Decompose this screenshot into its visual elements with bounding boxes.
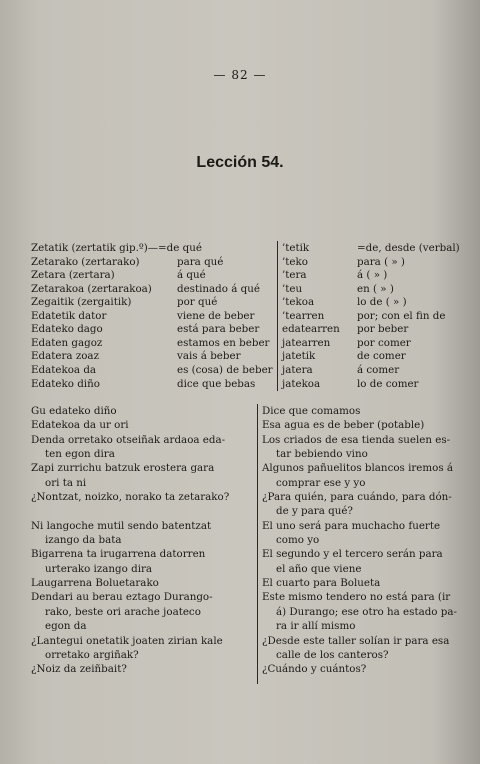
basque-term: Edatera zoaz [31,350,100,363]
suffix-meaning: por beber [357,323,409,336]
spanish-term: está para beber [177,323,260,336]
sentence-line: Denda orretako otseiñak ardaoa eda- [31,433,226,446]
sentence-line: calle de los canteros? [276,648,389,661]
sentence-line: urterako izango dira [45,562,153,575]
suffix-term: ’teu [282,282,303,295]
vocab-row [0,336,480,350]
sentence-line: Bigarrena ta irugarrena datorren [31,548,206,561]
sentence-line: El segundo y el tercero serán para [262,548,443,561]
basque-term: Zetara (zertara) [31,269,115,282]
vocab-row [0,363,480,377]
lesson-title: Lección 54. [196,154,284,171]
basque-term: Zetarakoa (zertarakoa) [31,282,152,295]
spanish-term: estamos en beber [177,336,270,349]
basque-term: Zetarako (zertarako) [31,255,140,268]
spanish-sentences [262,404,462,677]
vocab-row [0,268,480,282]
spanish-term: para qué [177,255,224,268]
vocab-row [0,255,480,269]
sentence-line: de y para qué? [276,505,353,518]
basque-sentences [31,404,253,677]
column-divider [277,241,278,391]
suffix-meaning: en ( » ) [357,282,394,295]
sentence-line: ¿Noiz da zeiñbait? [31,663,127,676]
spanish-term: vais á beber [177,350,241,363]
basque-term: Zetatik (zertatik gip.º)—=de qué [31,242,202,254]
spanish-term: destinado á qué [177,282,260,295]
sentence-line: Esa agua es de beber (potable) [262,419,425,432]
suffix-meaning: á comer [357,363,400,376]
suffix-term: ’tekoa [282,296,315,309]
sentence-line: Ni langoche mutil sendo batentzat [31,519,212,532]
sentence-line: rako, beste ori arache joateco [45,605,201,618]
suffix-term: ’tearren [282,309,325,322]
sentence-line: Zapi zurrichu batzuk erostera gara [31,462,215,475]
sentence-line: ¿Desde este taller solían ir para esa [262,634,450,647]
sentence-line: Edatekoa da ur ori [31,419,129,432]
vocab-row [0,309,480,323]
spanish-term: á qué [177,269,206,282]
suffix-term: edatearren [282,323,340,336]
suffix-term: ’teko [282,255,308,268]
suffix-meaning: por comer [357,336,411,349]
sentence-line: Dice que comamos [262,405,361,417]
spanish-term: es (cosa) de beber [177,363,273,376]
basque-term: Zegaitik (zergaitik) [31,296,132,309]
column-divider [257,404,258,684]
sentence-line: á) Durango; ese otro ha estado pa- [276,605,457,618]
vocab-row [0,322,480,336]
suffix-meaning: =de, desde (verbal) [357,242,460,254]
sentence-line: El cuarto para Bolueta [262,577,381,590]
suffix-meaning: de comer [357,350,406,363]
sentence-line: orretako argiñak? [45,648,139,661]
sentence-line: Los criados de esa tienda suelen es- [262,433,451,446]
suffix-meaning: lo de comer [357,377,419,390]
suffix-term: jatearren [282,336,331,349]
sentence-line: el año que viene [276,562,362,575]
sentence-line: Dendari au berau eztago Durango- [31,591,213,604]
sentence-line: tar bebiendo vino [276,448,368,461]
suffix-meaning: por; con el fin de [357,309,446,322]
vocab-row [0,282,480,296]
sentence-line: Gu edateko diño [31,405,117,417]
basque-term: Edatetik dator [31,309,107,322]
page-number: — 82 — [213,68,267,82]
sentence-line: El uno será para muchacho fuerte [262,519,441,532]
sentence-line: como yo [276,534,320,547]
suffix-meaning: para ( » ) [357,255,405,268]
suffix-term: jatera [282,363,313,376]
sentence-line: ¿Lantegui onetatik joaten zirian kale [31,634,223,647]
sentence-line [31,504,253,518]
suffix-term: ’tera [282,269,307,282]
sentence-line: ¿Para quién, para cuándo, para dón- [262,491,452,504]
sentence-line: ori ta ni [45,476,87,489]
spanish-term: dice que bebas [177,377,256,390]
sentence-line: egon da [45,620,87,633]
spanish-term: por qué [177,296,218,309]
suffix-meaning: lo de ( » ) [357,296,407,309]
basque-term: Edateko diño [31,377,100,390]
basque-term: Edatekoa da [31,363,97,376]
basque-term: Edateko dago [31,323,103,336]
suffix-meaning: á ( » ) [357,269,388,282]
vocab-row [0,377,480,391]
sentence-line: Este mismo tendero no está para (ir [262,591,451,604]
spanish-term: viene de beber [177,309,255,322]
suffix-term: jatekoa [282,377,321,390]
vocab-row [0,295,480,309]
vocab-row [0,349,480,363]
sentence-line: izango da bata [45,534,122,547]
sentence-line: ra ir allí mismo [276,620,356,633]
sentence-line: Laugarrena Boluetarako [31,577,159,590]
sentence-line: ¿Nontzat, noizko, norako ta zetarako? [31,491,230,504]
suffix-term: jatetik [282,350,316,363]
sentence-line: ten egon dira [45,448,115,461]
sentence-line: comprar ese y yo [276,476,366,489]
vocab-row [0,241,480,255]
basque-term: Edaten gagoz [31,336,103,349]
sentence-line: Algunos pañuelitos blancos iremos á [262,462,454,475]
suffix-term: ’tetik [282,242,310,254]
sentence-line: ¿Cuándo y cuántos? [262,663,367,676]
